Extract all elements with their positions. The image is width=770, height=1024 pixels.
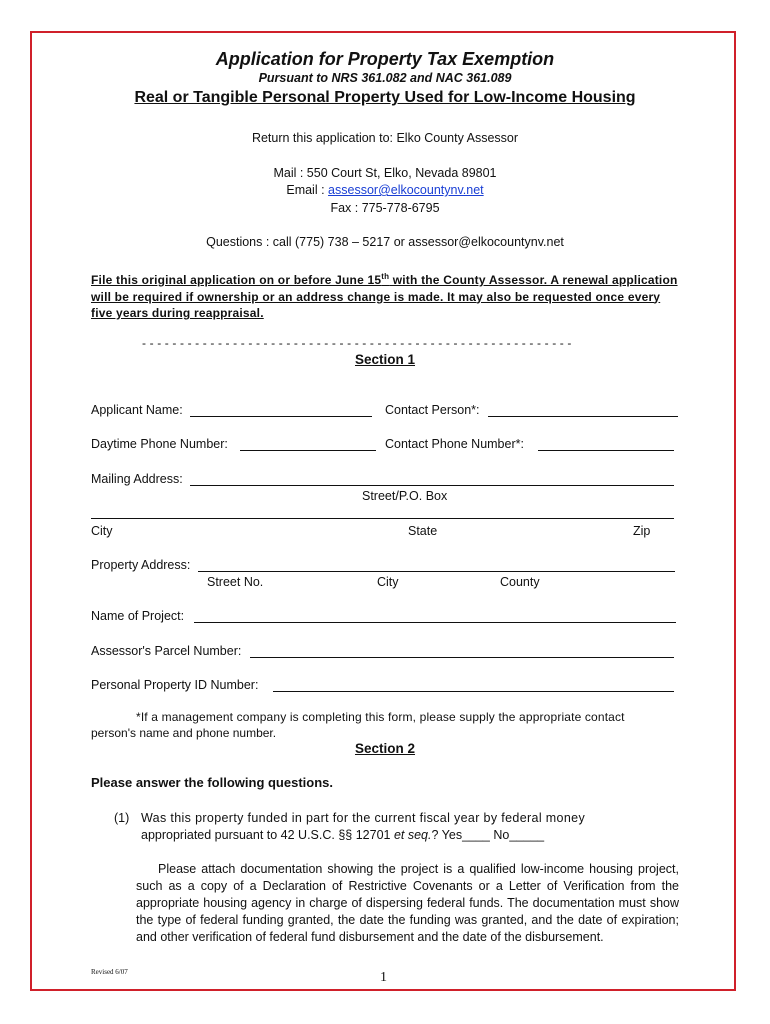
parcel-number-label: Assessor's Parcel Number: bbox=[91, 644, 242, 658]
mailing-address-field[interactable] bbox=[190, 485, 674, 486]
mailing-address-label: Mailing Address: bbox=[91, 472, 183, 486]
section-separator: --------------------------------------------------------- bbox=[142, 336, 575, 350]
question-1-number: (1) bbox=[114, 811, 130, 825]
question-1-text: appropriated pursuant to 42 U.S.C. §§ 12701 bbox=[141, 828, 394, 842]
contact-phone-field[interactable] bbox=[538, 450, 674, 451]
personal-property-id-field[interactable] bbox=[273, 691, 674, 692]
street-no-caption: Street No. bbox=[207, 575, 264, 589]
parcel-number-field[interactable] bbox=[250, 657, 674, 658]
email-label: Email : bbox=[286, 183, 329, 197]
city-caption: City bbox=[91, 524, 113, 538]
mail-address: Mail : 550 Court St, Elko, Nevada 89801 bbox=[273, 166, 497, 180]
filing-notice bbox=[91, 269, 679, 322]
contact-person-field[interactable] bbox=[488, 416, 678, 417]
fax-number: Fax : 775-778-6795 bbox=[330, 201, 440, 215]
zip-caption: Zip bbox=[633, 524, 651, 538]
question-1-et-seq: et seq. bbox=[393, 828, 432, 842]
footnote-line-1: *If a management company is completing this form, please supply the appropriate contact bbox=[136, 710, 625, 724]
notice-sup: th bbox=[381, 272, 390, 281]
daytime-phone-label: Daytime Phone Number: bbox=[91, 437, 228, 451]
questions-line: Questions : call (775) 738 – 5217 or assessor@elkocountynv.net bbox=[206, 235, 564, 249]
form-title: Application for Property Tax Exemption bbox=[215, 49, 555, 69]
applicant-name-label: Applicant Name: bbox=[91, 403, 183, 417]
contact-person-label: Contact Person*: bbox=[385, 403, 480, 417]
state-caption: State bbox=[408, 524, 438, 538]
project-name-label: Name of Project: bbox=[91, 609, 185, 623]
personal-property-id-label: Personal Property ID Number: bbox=[91, 678, 259, 692]
street-po-box-caption: Street/P.O. Box bbox=[362, 489, 448, 503]
county-caption: County bbox=[500, 575, 540, 589]
city-state-zip-field[interactable] bbox=[91, 518, 674, 519]
question-1-line-2 bbox=[141, 828, 544, 842]
contact-phone-label: Contact Phone Number*: bbox=[385, 437, 524, 451]
question-1-line-1: Was this property funded in part for the current fiscal year by federal money bbox=[141, 811, 586, 825]
project-name-field[interactable] bbox=[194, 622, 676, 623]
attach-documentation-text: Please attach documentation showing the project is a qualified low-income housing project, such as a copy of a Declaration of Restrictive Covenants or a Letter of Verification from the appropriate housing agency in charge of dispersing federal funds. The documentation must show the type of federal funding granted, the date the funding was granted, and the date of expiration; and other verification of federal fund disbursement and the date of the disbursement. bbox=[136, 862, 679, 944]
question-1-yes-no[interactable]: ? Yes____ No_____ bbox=[431, 828, 545, 842]
revised-date: Revised 6/07 bbox=[91, 968, 128, 976]
property-city-caption: City bbox=[377, 575, 399, 589]
property-address-label: Property Address: bbox=[91, 558, 191, 572]
notice-text-2: with the County Assessor. A renewal application will be required if ownership or an address change is made. It may also be requested once every five years during reappraisal. bbox=[91, 273, 678, 320]
page-number: 1 bbox=[380, 970, 387, 985]
property-address-field[interactable] bbox=[198, 571, 675, 572]
section-2-title: Section 2 bbox=[354, 741, 416, 756]
applicant-name-field[interactable] bbox=[190, 416, 372, 417]
form-heading: Real or Tangible Personal Property Used for Low-Income Housing bbox=[134, 89, 636, 106]
daytime-phone-field[interactable] bbox=[240, 450, 376, 451]
email-link[interactable]: assessor@elkocountynv.net bbox=[328, 183, 484, 197]
return-to-text: Return this application to: Elko County Assessor bbox=[251, 131, 519, 145]
form-subtitle: Pursuant to NRS 361.082 and NAC 361.089 bbox=[258, 71, 512, 85]
footnote-line-2: person's name and phone number. bbox=[91, 726, 277, 740]
questions-prompt: Please answer the following questions. bbox=[91, 775, 333, 790]
email-line bbox=[0, 183, 770, 197]
section-1-title: Section 1 bbox=[354, 352, 416, 367]
notice-text-1: File this original application on or before June 15 bbox=[91, 273, 382, 287]
